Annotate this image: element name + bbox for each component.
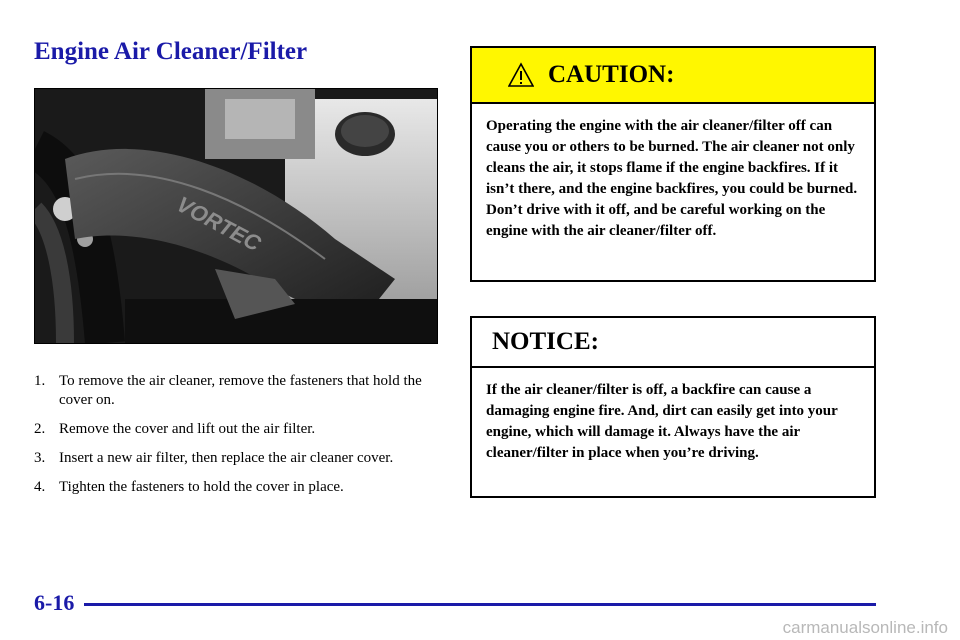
caution-heading: CAUTION: — [548, 61, 675, 88]
list-item — [34, 449, 444, 468]
engine-air-cleaner-photo — [34, 88, 438, 344]
step-text: To remove the air cleaner, remove the fasteners that hold the cover on. — [59, 373, 422, 408]
caution-text: Operating the engine with the air cleaner/filter off can cause you or others to be burned. The air cleaner not only cleans the air, it stops flame if the engine backfires. If it isn’t there, and the engine backfires, you could be burned. Don’t drive with it off, and be careful working on the engine with the air cleaner/filter off. — [486, 118, 858, 239]
list-item — [34, 478, 444, 497]
watermark-text: carmanualsonline.info — [782, 618, 948, 637]
step-text: Insert a new air filter, then replace the air cleaner cover. — [59, 450, 394, 466]
step-text: Remove the cover and lift out the air filter. — [59, 421, 316, 437]
instruction-steps — [34, 372, 444, 507]
page-title: Engine Air Cleaner/Filter — [34, 38, 308, 65]
vortec-embossed-text: VORTEC — [172, 191, 265, 257]
notice-header — [472, 318, 874, 368]
notice-text: If the air cleaner/filter is off, a backfire can cause a damaging engine fire. And, dirt can easily get into your engine, which will damage it. Always have the air cleaner/filter in place when you’re driving. — [486, 382, 838, 461]
list-item — [34, 420, 444, 439]
step-number: 3. — [34, 450, 46, 466]
step-number: 2. — [34, 421, 46, 437]
step-number: 4. — [34, 479, 46, 495]
list-item — [34, 372, 444, 410]
notice-box — [470, 316, 876, 498]
page-number: 6-16 — [34, 590, 75, 615]
step-text: Tighten the fasteners to hold the cover in place. — [59, 479, 344, 495]
footer-rule — [84, 603, 876, 606]
warning-triangle-icon — [508, 62, 534, 88]
notice-heading: NOTICE: — [492, 328, 599, 355]
caution-header — [472, 48, 874, 104]
caution-box — [470, 46, 876, 282]
step-number: 1. — [34, 373, 46, 389]
